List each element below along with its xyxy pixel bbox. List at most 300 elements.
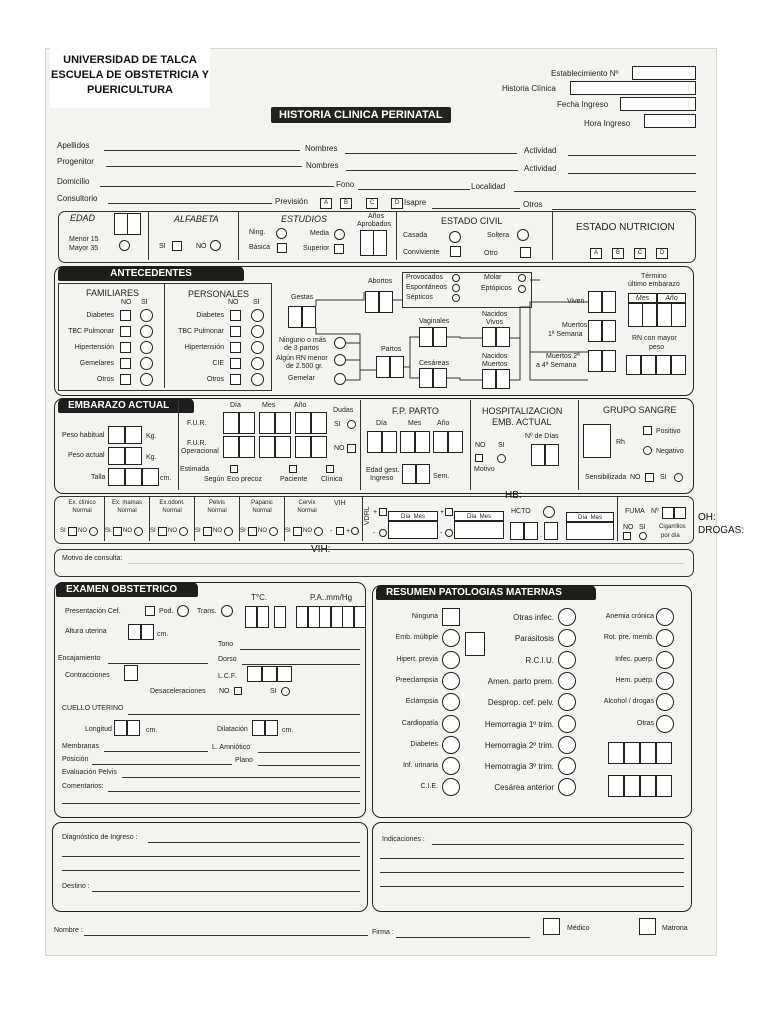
talla-digit-3[interactable] bbox=[142, 468, 159, 486]
hosp-no-checkbox[interactable] bbox=[475, 454, 483, 462]
plano-label: Plano bbox=[235, 757, 253, 764]
estudios-media-radio[interactable] bbox=[334, 229, 345, 240]
amniotico-field[interactable] bbox=[258, 752, 360, 753]
edad-gest-digit-2[interactable] bbox=[416, 464, 430, 484]
exam-no-label: NO bbox=[303, 528, 312, 534]
dilatacion-digit-1[interactable] bbox=[252, 720, 265, 736]
longitud-digit-2[interactable] bbox=[127, 720, 140, 736]
patologia-label: Amen. parto prem. bbox=[487, 676, 554, 686]
prevision-b-box[interactable]: B bbox=[340, 198, 352, 209]
membranas-field[interactable] bbox=[104, 751, 208, 752]
septicos-label: Sépticos bbox=[406, 294, 433, 301]
fur-op-digit[interactable] bbox=[295, 436, 311, 458]
isapre-field[interactable] bbox=[432, 208, 520, 209]
nombres-label: Nombres bbox=[305, 144, 338, 153]
pa-digit[interactable] bbox=[308, 606, 320, 628]
actividad-field-2[interactable] bbox=[568, 173, 696, 174]
fam-no-header: NO bbox=[121, 299, 132, 306]
tono-field[interactable] bbox=[240, 649, 360, 650]
fur-op-digit[interactable] bbox=[259, 436, 275, 458]
fp-parto-digit[interactable] bbox=[400, 431, 415, 453]
altura-digit-2[interactable] bbox=[141, 624, 154, 640]
fur-op-digit[interactable] bbox=[275, 436, 291, 458]
termino-mes-digit-1[interactable] bbox=[628, 303, 643, 327]
prevision-d-box[interactable]: D bbox=[391, 198, 403, 209]
alfabeta-si-label: SI bbox=[159, 243, 166, 250]
rn-peso-digit-3[interactable] bbox=[656, 355, 671, 375]
rh-positivo-checkbox[interactable] bbox=[643, 426, 652, 435]
patologia-label: Otras infec. bbox=[513, 613, 554, 622]
exam-item-label: Normal bbox=[162, 508, 182, 514]
nacidos-muertos-label-1: Nacidos bbox=[482, 353, 508, 360]
fp-parto-digit[interactable] bbox=[448, 431, 463, 453]
eco-checkbox[interactable] bbox=[230, 465, 238, 473]
familiar-no-checkbox[interactable] bbox=[120, 374, 131, 385]
dudas-no-label: NO bbox=[334, 445, 345, 452]
dorso-field[interactable] bbox=[242, 664, 360, 665]
contracciones-field[interactable] bbox=[124, 665, 138, 681]
fur-op-digit[interactable] bbox=[239, 436, 255, 458]
personal-no-checkbox[interactable] bbox=[230, 374, 241, 385]
divider bbox=[164, 284, 165, 388]
vdrl-neg-radio-2[interactable] bbox=[445, 529, 453, 537]
vih-radio[interactable] bbox=[351, 527, 359, 535]
rn-peso-label: peso bbox=[649, 344, 665, 351]
personal-no-checkbox[interactable] bbox=[230, 342, 241, 353]
termino-ano-digit-2[interactable] bbox=[671, 303, 686, 327]
exam-si-label: SI bbox=[240, 528, 246, 534]
personal-si-radio[interactable] bbox=[251, 357, 264, 370]
fecha-label: Fecha Ingreso bbox=[557, 100, 609, 109]
patologia-ninguna-box[interactable] bbox=[442, 608, 460, 626]
dilatacion-label: Dilatación bbox=[217, 726, 248, 733]
positivo-label: Positivo bbox=[656, 428, 681, 435]
localidad-label: Localidad bbox=[471, 182, 506, 191]
desac-no-checkbox[interactable] bbox=[234, 687, 242, 695]
patologia-label: Hemorragia 2º trim. bbox=[484, 740, 554, 750]
per-si-header: SI bbox=[253, 299, 260, 306]
exam-no-radio[interactable] bbox=[89, 527, 98, 536]
fp-parto-digit[interactable] bbox=[433, 431, 448, 453]
patologia-radio[interactable] bbox=[558, 651, 576, 669]
personal-item-label: Diabetes bbox=[196, 312, 224, 319]
patologia-label: Inf. urinaria bbox=[402, 762, 438, 770]
muertos-2sem-label-2: a 4ª Semana bbox=[536, 362, 577, 369]
fur-op-digit[interactable] bbox=[223, 436, 239, 458]
diagnostico-field[interactable] bbox=[148, 842, 360, 843]
mes-header: Mes bbox=[590, 515, 603, 521]
termino-mes-header: Mes bbox=[628, 293, 657, 303]
hosp-title-2: EMB. ACTUAL bbox=[492, 417, 552, 427]
patologia-radio[interactable] bbox=[656, 608, 674, 626]
patologia-label: Alcohol / drogas bbox=[603, 698, 654, 706]
divider bbox=[552, 212, 553, 260]
plano-field[interactable] bbox=[258, 765, 360, 766]
trans-radio[interactable] bbox=[221, 605, 233, 617]
patologia-label: Diabetes bbox=[410, 740, 438, 748]
eco-label: Eco precoz bbox=[227, 476, 263, 483]
otros-label: Otros bbox=[523, 200, 543, 209]
alfabeta-si-checkbox[interactable] bbox=[172, 241, 182, 251]
exam-si-checkbox[interactable] bbox=[158, 527, 167, 536]
patologia-radio[interactable] bbox=[656, 715, 674, 733]
dia-header: Día bbox=[577, 515, 588, 521]
patologia-label: Hem. puerp. bbox=[615, 676, 654, 684]
hcto-date[interactable] bbox=[566, 522, 614, 540]
talla-digit-1[interactable] bbox=[108, 468, 125, 486]
fur-digit[interactable] bbox=[239, 412, 255, 434]
termino-ano-digit-1[interactable] bbox=[657, 303, 672, 327]
patologia-label: Hemorragia 1º trim. bbox=[484, 719, 554, 729]
de3partos-label: de 3 partos bbox=[284, 345, 320, 352]
fuma-nro-label: Nº bbox=[651, 508, 659, 515]
temp-digit-3[interactable] bbox=[274, 606, 286, 628]
patologia-code-digit[interactable] bbox=[656, 775, 672, 797]
dilatacion-digit-2[interactable] bbox=[265, 720, 278, 736]
evaluacion-field[interactable] bbox=[122, 777, 360, 778]
patologia-code-digit[interactable] bbox=[608, 775, 624, 797]
actividad-field[interactable] bbox=[568, 155, 696, 156]
hcto-digit-1[interactable] bbox=[510, 522, 524, 540]
rn-peso-digit-4[interactable] bbox=[671, 355, 686, 375]
casada-radio[interactable] bbox=[449, 231, 461, 243]
apellidos-field[interactable] bbox=[104, 150, 300, 151]
altura-digit-1[interactable] bbox=[128, 624, 141, 640]
termino-mes-digit-2[interactable] bbox=[642, 303, 657, 327]
fur-digit[interactable] bbox=[295, 412, 311, 434]
edad-digit-2[interactable] bbox=[127, 213, 141, 235]
otro-checkbox[interactable] bbox=[520, 247, 531, 258]
peso-habitual-digit-2[interactable] bbox=[125, 426, 142, 444]
sens-si-radio[interactable] bbox=[674, 473, 683, 482]
conviviente-checkbox[interactable] bbox=[450, 246, 461, 257]
alfabeta-no-radio[interactable] bbox=[210, 240, 221, 251]
edad-digit-1[interactable] bbox=[114, 213, 128, 235]
talla-digit-2[interactable] bbox=[125, 468, 142, 486]
vdrl-label: VDRL bbox=[364, 506, 371, 525]
familiar-si-radio[interactable] bbox=[140, 341, 153, 354]
vdrl-date-1[interactable] bbox=[388, 521, 438, 539]
familiar-no-checkbox[interactable] bbox=[120, 358, 131, 369]
hcto-digit-2[interactable] bbox=[524, 522, 538, 540]
otros-field[interactable] bbox=[552, 209, 696, 210]
altura-cm: cm. bbox=[157, 631, 169, 638]
dias-digit-1[interactable] bbox=[531, 444, 545, 466]
peso-actual-digit-2[interactable] bbox=[125, 447, 142, 465]
presentacion-label: Presentación Cef. bbox=[65, 608, 121, 615]
familiar-si-radio[interactable] bbox=[140, 373, 153, 386]
familiar-no-checkbox[interactable] bbox=[120, 310, 131, 321]
nutricion-a-box[interactable]: A bbox=[590, 248, 602, 259]
estudios-title: ESTUDIOS bbox=[281, 214, 328, 224]
desac-si-radio[interactable] bbox=[281, 687, 290, 696]
lcf-label: L.C.F. bbox=[218, 673, 237, 680]
exam-no-radio[interactable] bbox=[269, 527, 278, 536]
fur-digit[interactable] bbox=[223, 412, 239, 434]
patologia-label: Parasitosis bbox=[514, 634, 554, 644]
nutricion-c-box[interactable]: C bbox=[634, 248, 646, 259]
patologia-code-digit[interactable] bbox=[624, 742, 640, 764]
sens-no-checkbox[interactable] bbox=[645, 473, 654, 482]
comentarios-field[interactable] bbox=[108, 791, 360, 792]
fecha-field[interactable] bbox=[620, 97, 696, 111]
patologia-radio[interactable] bbox=[558, 736, 576, 754]
ning-label: Ning. bbox=[249, 229, 266, 236]
lcf-digit-1[interactable] bbox=[247, 666, 262, 682]
muertos-2sem-label-1: Muertos 2ª bbox=[546, 353, 580, 360]
patologia-label: Ninguna bbox=[411, 613, 438, 620]
indicaciones-line-4[interactable] bbox=[380, 886, 684, 887]
exam-si-checkbox[interactable] bbox=[203, 527, 212, 536]
personal-si-radio[interactable] bbox=[251, 373, 264, 386]
fur-digit[interactable] bbox=[275, 412, 291, 434]
apellidos-label: Apellidos bbox=[57, 141, 90, 150]
establecimiento-field[interactable] bbox=[632, 66, 696, 80]
patologia-code-digit[interactable] bbox=[640, 742, 656, 764]
vdrl-neg-radio-1[interactable] bbox=[379, 529, 387, 537]
peso-actual-digit-1[interactable] bbox=[108, 447, 125, 465]
hora-label: Hora Ingreso bbox=[584, 119, 631, 128]
fur-label: F.U.R. bbox=[187, 420, 207, 427]
indicaciones-line-3[interactable] bbox=[380, 872, 684, 873]
fam-si-header: SI bbox=[141, 299, 148, 306]
institution-line-3: PUERICULTURA bbox=[87, 84, 173, 96]
paciente-checkbox[interactable] bbox=[289, 465, 297, 473]
localidad-field[interactable] bbox=[514, 191, 696, 192]
nacidos-muertos-label-2: Muertos bbox=[482, 361, 508, 368]
historia-field[interactable] bbox=[570, 81, 696, 95]
personal-si-radio[interactable] bbox=[251, 341, 264, 354]
fuma-digit-1[interactable] bbox=[662, 507, 674, 519]
posicion-field[interactable] bbox=[92, 764, 232, 765]
domicilio-field[interactable] bbox=[100, 186, 334, 187]
encajamiento-field[interactable] bbox=[108, 663, 208, 664]
nutricion-d-box[interactable]: D bbox=[656, 248, 668, 259]
patologia-label: Anemia crónica bbox=[605, 613, 654, 620]
pod-radio[interactable] bbox=[177, 605, 189, 617]
comentarios-line-2[interactable] bbox=[62, 803, 360, 804]
matrona-checkbox[interactable] bbox=[639, 918, 656, 935]
pa-digit[interactable] bbox=[354, 606, 366, 628]
patologia-radio[interactable] bbox=[558, 715, 576, 733]
familiar-no-checkbox[interactable] bbox=[120, 326, 131, 337]
exam-no-label: NO bbox=[258, 528, 267, 534]
nombres-field-2[interactable] bbox=[346, 170, 518, 171]
contracciones-label: Contracciones bbox=[65, 672, 110, 679]
fp-parto-digit[interactable] bbox=[382, 431, 397, 453]
nutricion-b-box[interactable]: B bbox=[612, 248, 624, 259]
exam-item-label: Ex.odont. bbox=[159, 500, 185, 506]
motivo-field[interactable] bbox=[128, 563, 684, 564]
patologia-radio[interactable] bbox=[442, 651, 460, 669]
firma-field[interactable] bbox=[396, 937, 530, 938]
prevision-c-box[interactable]: C bbox=[366, 198, 378, 209]
personal-no-checkbox[interactable] bbox=[230, 358, 241, 369]
clinica-checkbox[interactable] bbox=[326, 465, 334, 473]
fp-parto-digit[interactable] bbox=[415, 431, 430, 453]
familiar-item-label: TBC Pulmonar bbox=[68, 328, 114, 335]
consultorio-field[interactable] bbox=[108, 203, 272, 204]
cuello-field[interactable] bbox=[128, 714, 360, 715]
progenitor-field[interactable] bbox=[106, 166, 302, 167]
fur-digit[interactable] bbox=[259, 412, 275, 434]
fur-digit[interactable] bbox=[311, 412, 327, 434]
dudas-no-checkbox[interactable] bbox=[347, 444, 356, 453]
exam-si-checkbox[interactable] bbox=[113, 527, 122, 536]
indicaciones-field[interactable] bbox=[432, 844, 684, 845]
lcf-digit-2[interactable] bbox=[262, 666, 277, 682]
edad-gest-digit-1[interactable] bbox=[402, 464, 416, 484]
familiar-si-radio[interactable] bbox=[140, 357, 153, 370]
patologia-code-digit[interactable] bbox=[656, 742, 672, 764]
vih-minus: - bbox=[330, 528, 333, 535]
patologia-code-digit[interactable] bbox=[624, 775, 640, 797]
personal-no-checkbox[interactable] bbox=[230, 326, 241, 337]
patologia-radio[interactable] bbox=[442, 757, 460, 775]
exam-si-checkbox[interactable] bbox=[248, 527, 257, 536]
vdrl-pos-checkbox-1[interactable] bbox=[379, 508, 387, 516]
rh-negativo-radio[interactable] bbox=[643, 446, 652, 455]
negativo-label: Negativo bbox=[656, 448, 684, 455]
otro-label: Otro bbox=[484, 250, 498, 257]
sem-unit: Sem. bbox=[433, 473, 450, 480]
familiar-item-label: Gemelares bbox=[79, 360, 114, 367]
fuma-si-radio[interactable] bbox=[639, 532, 647, 540]
patologia-radio[interactable] bbox=[442, 715, 460, 733]
mes-header: Mes bbox=[413, 514, 426, 520]
temp-digit-2[interactable] bbox=[257, 606, 269, 628]
temp-digit-1[interactable] bbox=[245, 606, 257, 628]
familiar-si-radio[interactable] bbox=[140, 325, 153, 338]
basica-label: Básica bbox=[249, 244, 271, 251]
fur-op-digit[interactable] bbox=[311, 436, 327, 458]
diagnostico-line-3[interactable] bbox=[62, 870, 360, 871]
personal-si-radio[interactable] bbox=[251, 325, 264, 338]
desaceleraciones-label: Desaceleraciones bbox=[150, 688, 206, 695]
fuma-label: FUMA bbox=[625, 508, 645, 515]
vdrl-date-2[interactable] bbox=[454, 521, 504, 539]
por-dia-label: por día bbox=[661, 533, 680, 539]
drogas-overlay: DROGAS: bbox=[698, 525, 745, 536]
patologia-label: R.C.I.U. bbox=[525, 655, 554, 665]
fuma-digit-2[interactable] bbox=[674, 507, 686, 519]
exam-no-radio[interactable] bbox=[179, 527, 188, 536]
superior-label: Superior bbox=[303, 245, 330, 252]
pa-digit[interactable] bbox=[319, 606, 331, 628]
vdrl-minus-2: - bbox=[440, 530, 443, 537]
divider bbox=[470, 400, 471, 490]
anos-digit-2[interactable] bbox=[373, 230, 387, 256]
nombres-field[interactable] bbox=[345, 153, 517, 154]
personal-si-radio[interactable] bbox=[251, 309, 264, 322]
rn-peso-digit-2[interactable] bbox=[641, 355, 656, 375]
destino-field[interactable] bbox=[92, 891, 360, 892]
fp-ano-header: Año bbox=[437, 420, 450, 427]
exam-no-radio[interactable] bbox=[134, 527, 143, 536]
cef-checkbox[interactable] bbox=[145, 606, 155, 616]
prevision-label: Previsión bbox=[275, 197, 308, 206]
tono-label: Tono bbox=[218, 641, 234, 648]
soltera-radio[interactable] bbox=[517, 229, 529, 241]
exam-no-label: NO bbox=[123, 528, 132, 534]
pa-digit[interactable] bbox=[331, 606, 343, 628]
familiar-no-checkbox[interactable] bbox=[120, 342, 131, 353]
hcto-digit-3[interactable] bbox=[544, 522, 558, 540]
vdrl-plus-2: + bbox=[440, 509, 445, 516]
evaluacion-label: Evaluación Pelvis bbox=[62, 769, 117, 776]
fp-parto-digit[interactable] bbox=[367, 431, 382, 453]
actividad-label: Actividad bbox=[524, 146, 557, 155]
grupo-sangre-field[interactable] bbox=[583, 424, 611, 458]
peso-habitual-digit-1[interactable] bbox=[108, 426, 125, 444]
patologia-radio[interactable] bbox=[558, 672, 576, 690]
divider bbox=[362, 497, 363, 541]
prevision-a-box[interactable]: A bbox=[320, 198, 332, 209]
dia-header: Día bbox=[466, 514, 477, 520]
dorso-label: Dorso bbox=[218, 656, 237, 663]
patologia-radio[interactable] bbox=[558, 608, 576, 626]
estudios-superior-checkbox[interactable] bbox=[334, 244, 344, 254]
dias-digit-2[interactable] bbox=[545, 444, 559, 466]
exam-no-label: NO bbox=[78, 528, 87, 534]
fono-field[interactable] bbox=[358, 189, 470, 190]
dudas-si-radio[interactable] bbox=[347, 420, 356, 429]
personal-no-checkbox[interactable] bbox=[230, 310, 241, 321]
medico-checkbox[interactable] bbox=[543, 918, 560, 935]
edad-risk-radio[interactable] bbox=[119, 240, 130, 251]
diagnostico-line-2[interactable] bbox=[62, 856, 360, 857]
hosp-si-radio[interactable] bbox=[497, 454, 506, 463]
exam-no-radio[interactable] bbox=[224, 527, 233, 536]
longitud-digit-1[interactable] bbox=[114, 720, 127, 736]
hcto-radio[interactable] bbox=[543, 506, 555, 518]
indicaciones-line-2[interactable] bbox=[380, 858, 684, 859]
edad-gest-label-2: Ingreso bbox=[370, 475, 394, 482]
altura-label: Altura uterina bbox=[65, 628, 107, 635]
pa-digit[interactable] bbox=[296, 606, 308, 628]
dudas-label: Dudas bbox=[333, 407, 354, 414]
dudas-si-label: SI bbox=[334, 421, 341, 428]
patologia-code-digit[interactable] bbox=[640, 775, 656, 797]
exam-si-checkbox[interactable] bbox=[293, 527, 302, 536]
vih-checkbox[interactable] bbox=[336, 527, 344, 535]
ultimo-embarazo-label: último embarazo bbox=[628, 281, 680, 288]
estudios-basica-checkbox[interactable] bbox=[277, 243, 287, 253]
familiar-si-radio[interactable] bbox=[140, 309, 153, 322]
patologia-radio[interactable] bbox=[656, 651, 674, 669]
vdrl-date-header-2 bbox=[454, 511, 504, 521]
provocados-label: Provocados bbox=[406, 274, 443, 281]
patologia-radio[interactable] bbox=[656, 672, 674, 690]
fuma-no-checkbox[interactable] bbox=[623, 532, 631, 540]
lcf-digit-3[interactable] bbox=[277, 666, 292, 682]
nombre-field[interactable] bbox=[84, 935, 368, 936]
exam-si-checkbox[interactable] bbox=[68, 527, 77, 536]
hora-field[interactable] bbox=[644, 114, 696, 128]
exam-no-radio[interactable] bbox=[314, 527, 323, 536]
patologia-radio[interactable] bbox=[442, 672, 460, 690]
clinica-label: Clínica bbox=[321, 476, 343, 483]
estudios-ning-radio[interactable] bbox=[276, 228, 287, 239]
familiar-item-label: Otros bbox=[96, 376, 114, 383]
patologia-code-digit[interactable] bbox=[608, 742, 624, 764]
vdrl-pos-checkbox-2[interactable] bbox=[445, 508, 453, 516]
pa-digit[interactable] bbox=[342, 606, 354, 628]
patologia-radio[interactable] bbox=[558, 757, 576, 775]
anos-digit-1[interactable] bbox=[360, 230, 374, 256]
isapre-label: Isapre bbox=[404, 198, 427, 207]
patologia-radio[interactable] bbox=[442, 736, 460, 754]
